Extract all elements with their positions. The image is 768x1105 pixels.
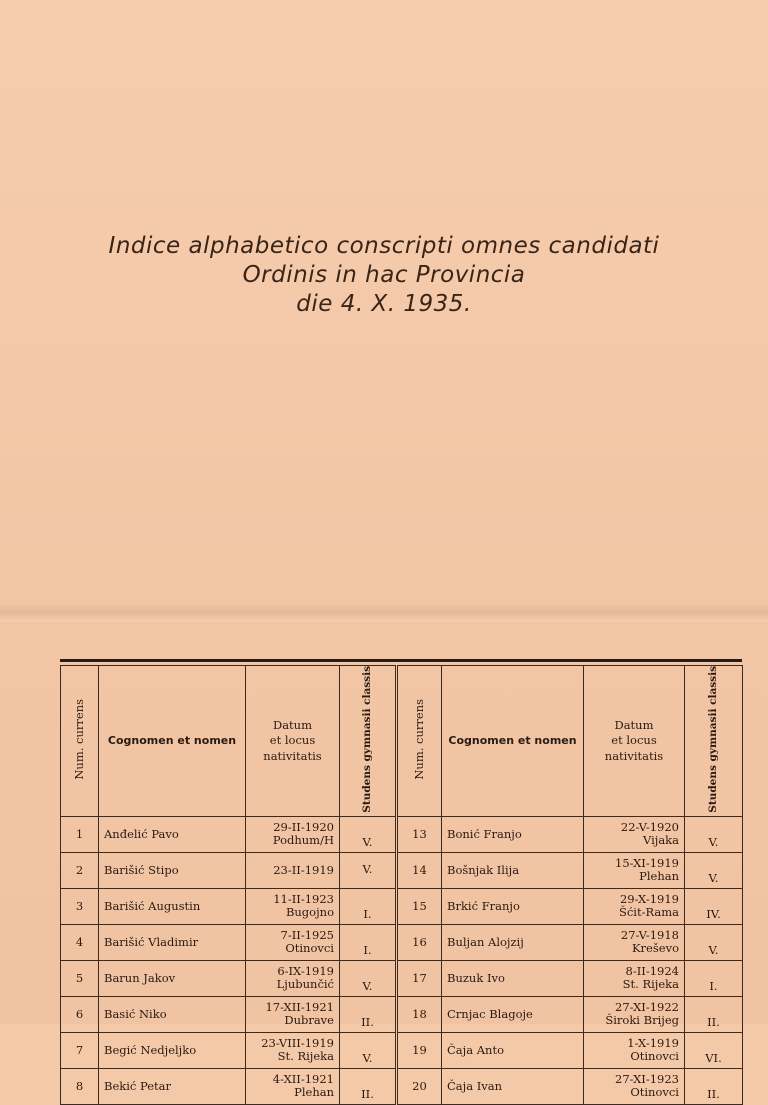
- row-birth: 6-IX-1919 Ljubunčić: [246, 960, 340, 996]
- row-class: IV.: [685, 888, 743, 924]
- row-class: V.: [340, 960, 397, 996]
- row-birth: 23-II-1919: [246, 852, 340, 888]
- row-class: V.: [340, 852, 397, 888]
- candidates-table: [60, 665, 743, 1105]
- row-class: V.: [685, 924, 743, 960]
- header-row: [61, 666, 743, 817]
- row-class: V.: [340, 816, 397, 852]
- row-birth: 27-XI-1923 Otinovci: [584, 1068, 685, 1104]
- row-name: Čaja Ivan: [442, 1068, 584, 1104]
- table-row: [61, 996, 743, 1032]
- row-class: I.: [340, 888, 397, 924]
- row-num: 7: [61, 1032, 99, 1068]
- row-birth: 29-X-1919 Šćit-Rama: [584, 888, 685, 924]
- row-name: Bekić Petar: [99, 1068, 246, 1104]
- row-num: 13: [397, 816, 442, 852]
- table-row: [61, 924, 743, 960]
- table-row: [61, 1032, 743, 1068]
- row-name: Barišić Stipo: [99, 852, 246, 888]
- row-num: 19: [397, 1032, 442, 1068]
- header-name-right: Cognomen et nomen: [442, 666, 584, 817]
- row-birth: 8-II-1924 St. Rijeka: [584, 960, 685, 996]
- row-class: II.: [340, 996, 397, 1032]
- header-class-right: Studens gymnasii classis: [685, 666, 743, 817]
- row-num: 6: [61, 996, 99, 1032]
- row-class: II.: [340, 1068, 397, 1104]
- row-name: Crnjac Blagoje: [442, 996, 584, 1032]
- row-name: Bonić Franjo: [442, 816, 584, 852]
- title-line-2: Ordinis in hac Provincia: [242, 262, 526, 288]
- table-row: [61, 888, 743, 924]
- paper-fold: [0, 604, 768, 622]
- row-num: 18: [397, 996, 442, 1032]
- row-num: 4: [61, 924, 99, 960]
- row-name: Brkić Franjo: [442, 888, 584, 924]
- row-birth: 23-VIII-1919 St. Rijeka: [246, 1032, 340, 1068]
- header-num-right: Num. currens: [397, 666, 442, 817]
- row-birth: 27-V-1918 Kreševo: [584, 924, 685, 960]
- row-birth: 4-XII-1921 Plehan: [246, 1068, 340, 1104]
- row-birth: 15-XI-1919 Plehan: [584, 852, 685, 888]
- row-num: 14: [397, 852, 442, 888]
- row-num: 20: [397, 1068, 442, 1104]
- row-class: VI.: [685, 1032, 743, 1068]
- document-title: [40, 232, 728, 319]
- row-birth: 22-V-1920 Vijaka: [584, 816, 685, 852]
- row-name: Basić Niko: [99, 996, 246, 1032]
- row-num: 15: [397, 888, 442, 924]
- table-row: [61, 1068, 743, 1104]
- row-name: Anđelić Pavo: [99, 816, 246, 852]
- header-class-left: Studens gymnasii classis: [340, 666, 397, 817]
- row-num: 16: [397, 924, 442, 960]
- row-class: II.: [685, 1068, 743, 1104]
- header-date-right: Datum et locus nativitatis: [584, 666, 685, 817]
- row-num: 3: [61, 888, 99, 924]
- row-name: Barun Jakov: [99, 960, 246, 996]
- row-num: 1: [61, 816, 99, 852]
- row-num: 2: [61, 852, 99, 888]
- row-name: Čaja Anto: [442, 1032, 584, 1068]
- row-birth: 1-X-1919 Otinovci: [584, 1032, 685, 1068]
- row-birth: 29-II-1920 Podhum/H: [246, 816, 340, 852]
- table-row: [61, 816, 743, 852]
- header-date-left: Datum et locus nativitatis: [246, 666, 340, 817]
- row-birth: 7-II-1925 Otinovci: [246, 924, 340, 960]
- row-class: V.: [685, 816, 743, 852]
- row-class: I.: [685, 960, 743, 996]
- candidates-table-wrap: [60, 659, 742, 1101]
- table-row: [61, 960, 743, 996]
- row-class: V.: [685, 852, 743, 888]
- table-top-rule: [60, 659, 742, 662]
- row-class: I.: [340, 924, 397, 960]
- row-birth: 17-XII-1921 Dubrave: [246, 996, 340, 1032]
- table-row: [61, 852, 743, 888]
- row-birth: 27-XI-1922 Široki Brijeg: [584, 996, 685, 1032]
- title-line-1: Indice alphabetico conscripti omnes candidati: [108, 233, 660, 259]
- row-class: II.: [685, 996, 743, 1032]
- header-name-left: Cognomen et nomen: [99, 666, 246, 817]
- title-line-3: die 4. X. 1935.: [296, 291, 472, 317]
- row-name: Begić Nedjeljko: [99, 1032, 246, 1068]
- row-name: Barišić Augustin: [99, 888, 246, 924]
- header-num-left: Num. currens: [61, 666, 99, 817]
- row-num: 8: [61, 1068, 99, 1104]
- row-name: Bošnjak Ilija: [442, 852, 584, 888]
- row-name: Barišić Vladimir: [99, 924, 246, 960]
- row-birth: 11-II-1923 Bugojno: [246, 888, 340, 924]
- row-num: 17: [397, 960, 442, 996]
- row-num: 5: [61, 960, 99, 996]
- row-name: Buzuk Ivo: [442, 960, 584, 996]
- row-name: Buljan Alojzij: [442, 924, 584, 960]
- row-class: V.: [340, 1032, 397, 1068]
